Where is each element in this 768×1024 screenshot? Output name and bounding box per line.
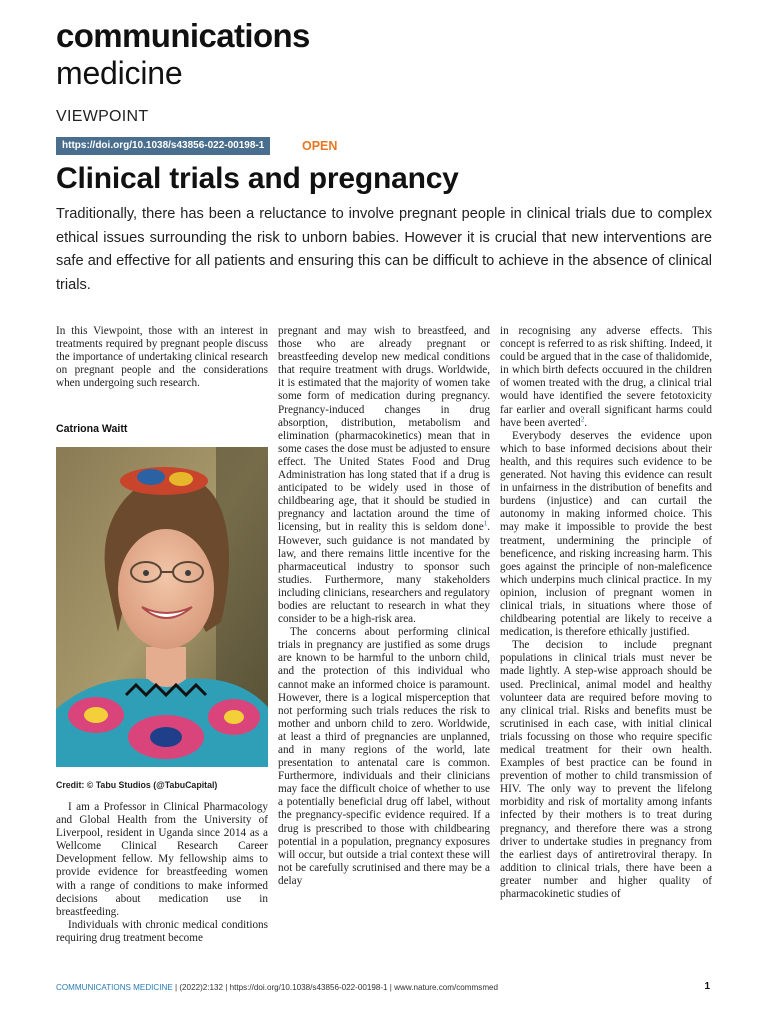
article-type-label: VIEWPOINT [56,108,149,125]
page-footer [56,983,498,992]
body-paragraph [278,325,490,626]
intro-paragraph: In this Viewpoint, those with an interest in treatments required by pregnant people discuss the importance of undertaking clinical research on pregnant people and the considerations when undergoing such research. [56,325,268,390]
paragraph-text: in recognising any adverse effects. This concept is referred to as risk shifting. Indeed, it could be argued that in the case of thalidomide, in which birth defects occuured in the children of women treated with the drug, a clinical trial would have identified the severe fetotoxicity far earlier and overall significant harms could have been averted [500,325,712,429]
body-paragraph: Everybody deserves the evidence upon which to base informed decisions about their health, and this requires such evidence to be generated. Not having this evidence can result in unfairness in the distribution of benefits and burdens (injustice) and can curtail the autonomy in making informed choice. This may make it impossible to provide the best treatment, undermining the principle of beneficence, and risking increasing harm. This goes against the principle of non-maleficence which underpins much clinical practice. In my opinion, inclusion of pregnant women in clinical trials, in situations where those of childbearing potential are likely to receive a medication, is therefore ethically justified. [500,429,712,639]
page-number: 1 [704,981,710,992]
photo-credit: Credit: © Tabu Studios (@TabuCapital) [56,780,218,790]
article-title: Clinical trials and pregnancy [56,162,459,195]
column-2-body [278,325,490,888]
doi-link[interactable]: https://doi.org/10.1038/s43856-022-00198-1 [56,137,270,155]
footer-journal-link[interactable]: COMMUNICATIONS MEDICINE [56,983,173,992]
reference-link[interactable]: 1 [483,519,488,528]
author-photo [56,447,268,767]
body-paragraph: I am a Professor in Clinical Pharmacology and Global Health from the University of Liverpool, resident in Uganda since 2014 as a Wellcome Clinical Research Career Development fellow. My fellowship aims to provide evidence for breastfeeding women with a range of conditions to make informed decisions about medication use in breastfeeding. [56,801,268,918]
body-paragraph: The concerns about performing clinical trials in pregnancy are justified as some drugs are known to be harmful to the unborn child, and the protection of this individual who cannot make an informed choice is paramount. However, there is a logical misperception that not performing such trials reduces the risk to mother and unborn child to zero. Worldwide, at least a third of pregnancies are unplanned, and in many regions of the world, late presentation to antenatal care is common. Furthermore, individuals and their clinicians may face the difficult choice of whether to use a potentially beneficial drug off label, without the pregnancy-specific evidence required. If a drug is prescribed to those with childbearing potential in a population, pregnancy exposures will occur, but outside a trial context these will not be carefully scrutinised and there may be a delay [278,626,490,887]
column-1-body [56,801,268,945]
paragraph-text: . However, such guidance is not mandated by law, and there remains little incentive for the pharmaceutical industry to sponsor such studies. Furthermore, many stakeholders including clinicians, researchers and regulatory bodies are reluctant to research in what they consider to be a high-risk area. [278,521,490,626]
reference-link[interactable]: 2 [580,414,585,423]
author-name: Catriona Waitt [56,423,128,435]
body-paragraph: The decision to include pregnant populations in clinical trials must never be made lightly. A step-wise approach should be used. Preclinical, animal model and healthy volunteer data are required before moving to any clinical trial. Risks and benefits must be scrutinised in each case, with initial clinical trials focussing on those who require specific medical treatment for their own health. Examples of best practice can be found in prevention of mother to child transmission of HIV. The only way to prevent the lifelong morbidity and risk of mortality among infants infected by their mothers is to treat during pregnancy, and therefore there was a strong driver to undertake studies in pregnancy from the earliest days of antiretroviral therapy. In addition to clinical trials, there have been a greater number and higher quality of pharmacokinetic studies of [500,639,712,901]
body-paragraph: Individuals with chronic medical conditions requiring drug treatment become [56,918,268,944]
paragraph-text: . [584,416,588,429]
footer-citation: | (2022)2:132 | https://doi.org/10.1038/s43856-022-00198-1 | www.nature.com/commsmed [172,983,499,992]
column-3-body [500,325,712,901]
column-1-intro [56,325,268,390]
body-paragraph [500,325,712,430]
open-access-badge: OPEN [302,139,338,153]
paragraph-text: pregnant and may wish to breastfeed, and those who are already pregnant or breastfeeding develop new medical conditions that require treatment with drugs. Worldwide, it is estimated that the majority of women take some form of medication during pregnancy. Pregnancy-induced changes in drug absorption, distribution, metabolism and elimination (pharmacokinetics) mean that in some cases the dose must be adjusted to ensure effect. The United States Food and Drug Administration has long stated that if a drug is anticipated to be widely used in those of childbearing age, that it should be studied in pregnancy and lactation around the time of licensing, but in reality this is seldom done [278,325,490,534]
journal-brand-line1: communications [56,17,310,54]
journal-brand-line2: medicine [56,55,183,91]
article-abstract: Traditionally, there has been a reluctance to involve pregnant people in clinical trials due to complex ethical issues surrounding the risk to unborn babies. However it is crucial that new interventions are safe and effective for all patients and ensuring this can be difficult to achieve in the absence of clinical trials. [56,206,712,293]
